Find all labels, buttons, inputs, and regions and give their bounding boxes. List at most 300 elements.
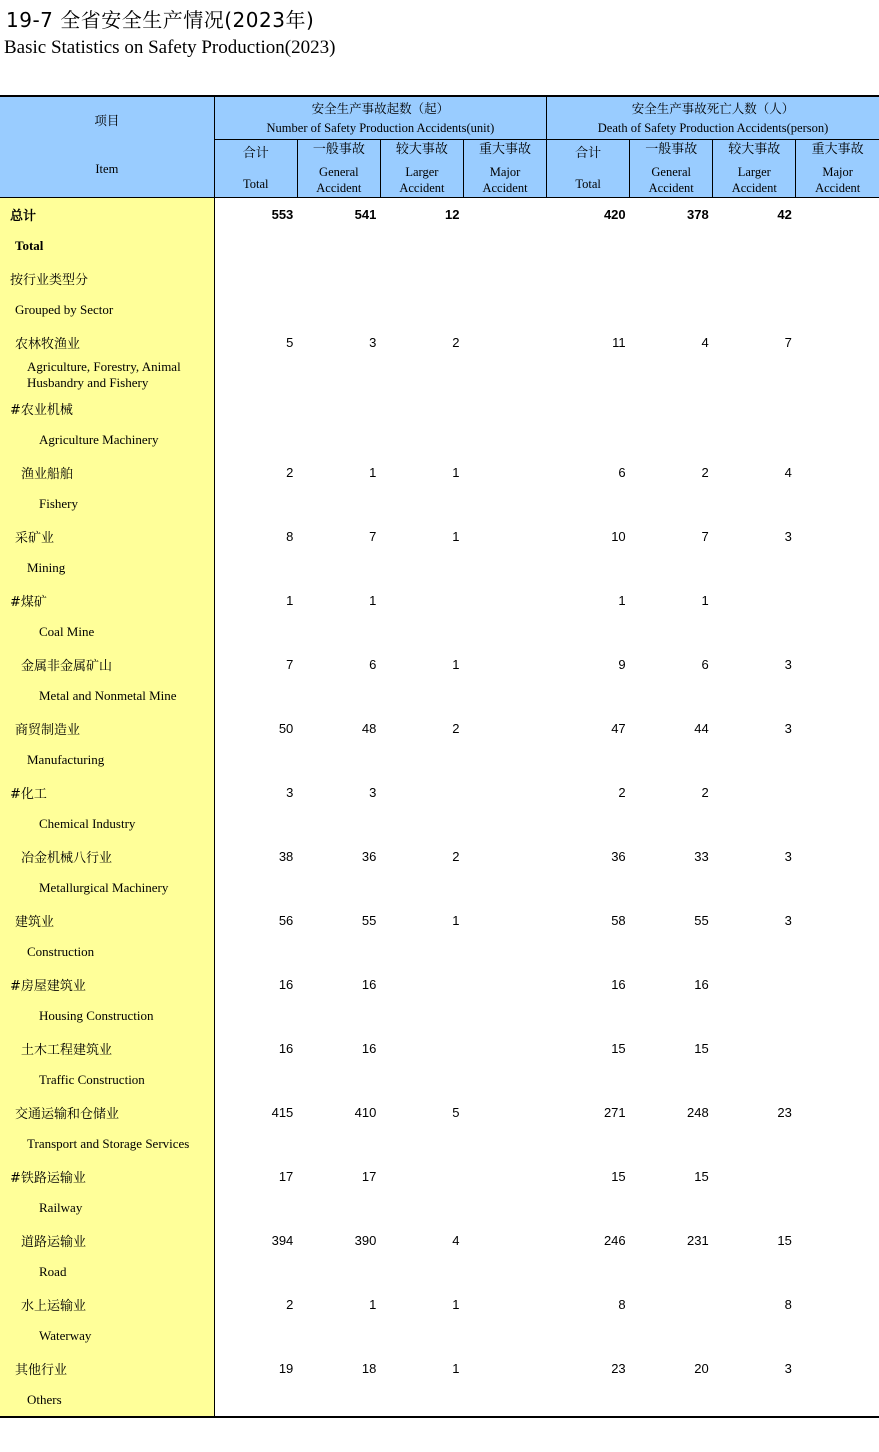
- column-header-cn: 一般事故: [312, 142, 365, 157]
- table-cell: [630, 262, 713, 294]
- empty-cell: [214, 1128, 297, 1160]
- table-cell: 17: [278, 1168, 294, 1184]
- table-cell: 3: [784, 528, 792, 544]
- table-cell: [463, 712, 546, 744]
- empty-cell: [713, 230, 796, 262]
- table-cell: [463, 262, 546, 294]
- row-label-cn: #化工: [0, 776, 214, 808]
- table-cell: 20: [694, 1360, 709, 1376]
- empty-cell: [630, 936, 713, 968]
- empty-cell: [796, 1064, 879, 1096]
- column-header: [796, 140, 879, 198]
- row-label-en: Fishery: [0, 488, 214, 520]
- row-label-cn: 其他行业: [0, 1352, 214, 1384]
- row-label-cn: #农业机械: [0, 392, 214, 424]
- table-cell: [463, 904, 546, 936]
- empty-cell: [380, 808, 463, 840]
- table-cell: [796, 904, 879, 936]
- empty-cell: [796, 1320, 879, 1352]
- column-header-en: Major: [489, 165, 521, 179]
- table-cell: 1: [618, 592, 626, 608]
- empty-cell: [463, 1128, 546, 1160]
- empty-cell: [214, 680, 297, 712]
- row-label-en: Road: [0, 1256, 214, 1288]
- table-cell: 55: [694, 912, 709, 928]
- empty-cell: [630, 744, 713, 776]
- table-cell: 1: [452, 1296, 460, 1312]
- table-cell: 38: [278, 848, 294, 864]
- empty-cell: [630, 1384, 713, 1417]
- empty-cell: [214, 616, 297, 648]
- table-cell: [463, 1096, 546, 1128]
- table-cell: 7: [286, 656, 294, 672]
- empty-cell: [380, 936, 463, 968]
- empty-cell: [380, 358, 463, 392]
- empty-cell: [297, 872, 380, 904]
- column-header-cn: 合计: [575, 146, 602, 161]
- table-cell: 2: [452, 334, 460, 350]
- row-label-cn: 道路运输业: [0, 1224, 214, 1256]
- table-cell: 3: [784, 848, 792, 864]
- table-cell: [463, 1288, 546, 1320]
- table-cell: 7: [784, 334, 792, 350]
- table-row: [0, 1096, 879, 1128]
- table-cell: 415: [271, 1104, 294, 1120]
- empty-cell: [214, 1064, 297, 1096]
- table-cell: 248: [687, 1104, 709, 1120]
- empty-cell: [297, 936, 380, 968]
- table-cell: 15: [611, 1168, 626, 1184]
- table-cell: 16: [361, 976, 377, 992]
- table-cell: 18: [361, 1360, 377, 1376]
- row-label-en: Others: [0, 1384, 214, 1417]
- table-cell: 23: [611, 1360, 626, 1376]
- empty-cell: [297, 616, 380, 648]
- empty-cell: [380, 616, 463, 648]
- empty-cell: [214, 552, 297, 584]
- empty-cell: [380, 1064, 463, 1096]
- empty-cell: [463, 230, 546, 262]
- table-cell: [796, 1288, 879, 1320]
- empty-cell: [297, 1128, 380, 1160]
- row-label-en: Transport and Storage Services: [0, 1128, 214, 1160]
- row-label-en: Manufacturing: [0, 744, 214, 776]
- row-label-en: Mining: [0, 552, 214, 584]
- empty-cell: [630, 808, 713, 840]
- table-cell: [796, 776, 879, 808]
- empty-cell: [214, 230, 297, 262]
- empty-cell: [630, 552, 713, 584]
- table-cell: 17: [361, 1168, 377, 1184]
- table-cell: 390: [354, 1232, 377, 1248]
- table-cell: 231: [687, 1232, 709, 1248]
- table-cell: 1: [701, 592, 709, 608]
- empty-cell: [796, 936, 879, 968]
- table-cell: [463, 1352, 546, 1384]
- empty-cell: [630, 680, 713, 712]
- table-cell: 16: [278, 976, 294, 992]
- empty-cell: [463, 1384, 546, 1417]
- empty-cell: [547, 230, 630, 262]
- table-cell: 7: [369, 528, 377, 544]
- column-header: [214, 140, 297, 198]
- table-cell: 271: [603, 1104, 626, 1120]
- table-row-en: [0, 744, 879, 776]
- empty-cell: [380, 1320, 463, 1352]
- column-header-en-line2: Accident: [399, 181, 445, 195]
- table-row: [0, 776, 879, 808]
- column-header: [463, 140, 546, 198]
- column-header-en: Larger: [405, 165, 439, 179]
- empty-cell: [297, 358, 380, 392]
- table-row: [0, 1160, 879, 1192]
- column-header-cn: 较大事故: [728, 142, 781, 157]
- column-header-en-line2: Accident: [815, 181, 861, 195]
- column-header-en-line2: Accident: [648, 181, 694, 195]
- table-cell: 15: [694, 1168, 709, 1184]
- table-row-en: [0, 294, 879, 326]
- row-label-en: Construction: [0, 936, 214, 968]
- table-row-en: [0, 1320, 879, 1352]
- table-cell: 3: [286, 784, 294, 800]
- row-label-cn: 采矿业: [0, 520, 214, 552]
- table-row: [0, 392, 879, 424]
- row-label-en: Agriculture Machinery: [0, 424, 214, 456]
- empty-cell: [713, 872, 796, 904]
- empty-cell: [713, 680, 796, 712]
- empty-cell: [297, 424, 380, 456]
- statistics-table: [0, 95, 879, 1418]
- table-cell: [214, 262, 297, 294]
- table-cell: 56: [278, 912, 294, 928]
- table-row-en: [0, 1000, 879, 1032]
- empty-cell: [796, 1384, 879, 1417]
- table-cell: [297, 392, 380, 424]
- table-cell: 55: [361, 912, 377, 928]
- table-cell: 2: [618, 784, 626, 800]
- table-cell: [463, 1160, 546, 1192]
- empty-cell: [713, 1128, 796, 1160]
- table-row: [0, 840, 879, 872]
- empty-cell: [713, 488, 796, 520]
- table-cell: [713, 968, 796, 1000]
- empty-cell: [547, 294, 630, 326]
- row-label-en: Metal and Nonmetal Mine: [0, 680, 214, 712]
- table-cell: [463, 1224, 546, 1256]
- table-cell: [463, 1032, 546, 1064]
- empty-cell: [796, 744, 879, 776]
- empty-cell: [380, 294, 463, 326]
- table-row: [0, 1352, 879, 1384]
- table-cell: 1: [452, 1360, 460, 1376]
- empty-cell: [297, 552, 380, 584]
- column-header-en: General: [319, 165, 359, 179]
- row-label-cn: 交通运输和仓储业: [0, 1096, 214, 1128]
- deaths-group-header-en: Death of Safety Production Accidents(person): [597, 120, 829, 135]
- table-cell: [380, 1160, 463, 1192]
- empty-cell: [630, 1256, 713, 1288]
- empty-cell: [796, 424, 879, 456]
- empty-cell: [796, 230, 879, 262]
- empty-cell: [713, 358, 796, 392]
- empty-cell: [297, 488, 380, 520]
- empty-cell: [796, 1128, 879, 1160]
- empty-cell: [380, 230, 463, 262]
- empty-cell: [630, 872, 713, 904]
- empty-cell: [214, 424, 297, 456]
- empty-cell: [463, 424, 546, 456]
- empty-cell: [630, 358, 713, 392]
- empty-cell: [214, 1000, 297, 1032]
- table-row-en: [0, 1064, 879, 1096]
- table-cell: 23: [777, 1104, 792, 1120]
- table-row-en: [0, 552, 879, 584]
- table-cell: 4: [701, 334, 709, 350]
- table-row-en: [0, 1128, 879, 1160]
- empty-cell: [547, 872, 630, 904]
- row-label-en: Chemical Industry: [0, 808, 214, 840]
- empty-cell: [214, 808, 297, 840]
- empty-cell: [713, 294, 796, 326]
- table-cell: 3: [369, 334, 377, 350]
- table-row: [0, 712, 879, 744]
- empty-cell: [463, 552, 546, 584]
- row-label-cn: #煤矿: [0, 584, 214, 616]
- table-cell: 4: [784, 464, 792, 480]
- empty-cell: [463, 1064, 546, 1096]
- empty-cell: [463, 488, 546, 520]
- empty-cell: [713, 552, 796, 584]
- empty-cell: [796, 1192, 879, 1224]
- column-header-cn: 合计: [242, 146, 269, 161]
- accidents-group-header: [214, 96, 546, 140]
- empty-cell: [463, 872, 546, 904]
- table-row: [0, 262, 879, 294]
- table-cell: [380, 1032, 463, 1064]
- empty-cell: [214, 1384, 297, 1417]
- empty-cell: [380, 1256, 463, 1288]
- row-label-en: Housing Construction: [0, 1000, 214, 1032]
- page-title-cn: 19-7 全省安全生产情况(2023年): [6, 8, 315, 32]
- table-cell: 378: [687, 206, 709, 222]
- column-header-cn: 较大事故: [395, 142, 448, 157]
- table-cell: 2: [701, 464, 709, 480]
- table-cell: [380, 968, 463, 1000]
- empty-cell: [547, 680, 630, 712]
- empty-cell: [380, 1192, 463, 1224]
- empty-cell: [547, 358, 630, 392]
- empty-cell: [297, 230, 380, 262]
- table-cell: [380, 262, 463, 294]
- column-header-en: Total: [575, 177, 601, 191]
- item-header-cn: 项目: [94, 113, 120, 128]
- table-cell: 12: [444, 206, 460, 222]
- empty-cell: [796, 552, 879, 584]
- column-header-en: Larger: [737, 165, 771, 179]
- empty-cell: [796, 358, 879, 392]
- table-row: [0, 456, 879, 488]
- table-cell: [463, 648, 546, 680]
- table-cell: 394: [271, 1232, 294, 1248]
- empty-cell: [796, 616, 879, 648]
- table-cell: 16: [694, 976, 709, 992]
- accidents-group-header-cn: 安全生产事故起数（起）: [311, 100, 450, 116]
- table-cell: 6: [701, 656, 709, 672]
- row-label-cn: 农林牧渔业: [0, 326, 214, 358]
- table-cell: 44: [694, 720, 709, 736]
- table-row: [0, 520, 879, 552]
- empty-cell: [630, 1192, 713, 1224]
- table-cell: 541: [354, 206, 377, 222]
- table-cell: 246: [603, 1232, 626, 1248]
- table-row-en: [0, 358, 879, 392]
- column-header-cn: 重大事故: [811, 142, 864, 157]
- table-cell: [796, 520, 879, 552]
- row-label-cn: 金属非金属矿山: [0, 648, 214, 680]
- table-cell: [463, 840, 546, 872]
- table-cell: [796, 1352, 879, 1384]
- table-cell: [796, 968, 879, 1000]
- empty-cell: [297, 1384, 380, 1417]
- table-row: [0, 198, 879, 231]
- table-cell: [713, 776, 796, 808]
- table-cell: 15: [611, 1040, 626, 1056]
- table-cell: [796, 1160, 879, 1192]
- empty-cell: [380, 1000, 463, 1032]
- table-cell: 16: [278, 1040, 294, 1056]
- table-cell: 4: [452, 1232, 460, 1248]
- table-cell: [380, 776, 463, 808]
- empty-cell: [214, 358, 297, 392]
- table-cell: [796, 712, 879, 744]
- table-cell: 3: [369, 784, 377, 800]
- empty-cell: [713, 1192, 796, 1224]
- table-cell: 2: [286, 1296, 294, 1312]
- accidents-group-header-en: Number of Safety Production Accidents(unit): [266, 120, 495, 135]
- table-cell: 420: [603, 206, 626, 222]
- column-header-en-line2: Accident: [316, 181, 362, 195]
- table-cell: 16: [361, 1040, 377, 1056]
- empty-cell: [630, 1064, 713, 1096]
- empty-cell: [463, 1320, 546, 1352]
- table-cell: [630, 1288, 713, 1320]
- empty-cell: [463, 1256, 546, 1288]
- table-cell: 410: [354, 1104, 377, 1120]
- table-row-en: [0, 616, 879, 648]
- empty-cell: [547, 1000, 630, 1032]
- table-cell: 48: [361, 720, 377, 736]
- deaths-group-header-cn: 安全生产事故死亡人数（人）: [631, 100, 795, 116]
- empty-cell: [463, 294, 546, 326]
- table-cell: [796, 1096, 879, 1128]
- empty-cell: [547, 1320, 630, 1352]
- empty-cell: [630, 1128, 713, 1160]
- empty-cell: [630, 1320, 713, 1352]
- table-cell: 3: [784, 720, 792, 736]
- empty-cell: [547, 552, 630, 584]
- table-cell: [463, 584, 546, 616]
- table-row-en: [0, 872, 879, 904]
- empty-cell: [713, 744, 796, 776]
- empty-cell: [713, 1320, 796, 1352]
- empty-cell: [214, 1256, 297, 1288]
- table-cell: [463, 198, 546, 231]
- empty-cell: [547, 936, 630, 968]
- empty-cell: [713, 1064, 796, 1096]
- empty-cell: [380, 488, 463, 520]
- table-row: [0, 1224, 879, 1256]
- empty-cell: [297, 1064, 380, 1096]
- column-header: [297, 140, 380, 198]
- table-cell: 1: [369, 1296, 377, 1312]
- empty-cell: [463, 1000, 546, 1032]
- empty-cell: [713, 1256, 796, 1288]
- table-cell: 1: [452, 464, 460, 480]
- table-cell: 36: [361, 848, 377, 864]
- empty-cell: [547, 1256, 630, 1288]
- table-body: [0, 198, 879, 1418]
- table-cell: [463, 392, 546, 424]
- table-cell: [713, 1032, 796, 1064]
- empty-cell: [297, 680, 380, 712]
- empty-cell: [547, 808, 630, 840]
- column-header: [547, 140, 630, 198]
- column-header-en-line2: Accident: [482, 181, 528, 195]
- page-title-en: Basic Statistics on Safety Production(2023): [4, 37, 336, 58]
- empty-cell: [297, 808, 380, 840]
- table-cell: [380, 392, 463, 424]
- row-label-cn: #房屋建筑业: [0, 968, 214, 1000]
- column-header: [380, 140, 463, 198]
- table-row: [0, 1032, 879, 1064]
- empty-cell: [214, 872, 297, 904]
- column-header: [713, 140, 796, 198]
- empty-cell: [297, 1000, 380, 1032]
- table-cell: [297, 262, 380, 294]
- empty-cell: [463, 1192, 546, 1224]
- table-cell: [796, 1224, 879, 1256]
- table-header: [0, 96, 879, 198]
- empty-cell: [214, 1192, 297, 1224]
- table-cell: 3: [784, 1360, 792, 1376]
- table-cell: 3: [784, 912, 792, 928]
- row-label-cn: 总计: [0, 198, 214, 231]
- table-row: [0, 1288, 879, 1320]
- table-row-en: [0, 680, 879, 712]
- table-cell: 1: [452, 528, 460, 544]
- empty-cell: [796, 872, 879, 904]
- row-label-cn: 建筑业: [0, 904, 214, 936]
- empty-cell: [547, 1192, 630, 1224]
- table-row-en: [0, 230, 879, 262]
- empty-cell: [463, 936, 546, 968]
- empty-cell: [463, 358, 546, 392]
- empty-cell: [713, 1000, 796, 1032]
- table-cell: 8: [618, 1296, 626, 1312]
- empty-cell: [380, 872, 463, 904]
- table-cell: [796, 262, 879, 294]
- empty-cell: [463, 744, 546, 776]
- table-cell: [796, 840, 879, 872]
- table-row: [0, 968, 879, 1000]
- empty-cell: [630, 488, 713, 520]
- empty-cell: [713, 616, 796, 648]
- row-label-cn: 渔业船舶: [0, 456, 214, 488]
- table-cell: [796, 456, 879, 488]
- table-cell: [547, 392, 630, 424]
- table-cell: 2: [452, 848, 460, 864]
- empty-cell: [630, 294, 713, 326]
